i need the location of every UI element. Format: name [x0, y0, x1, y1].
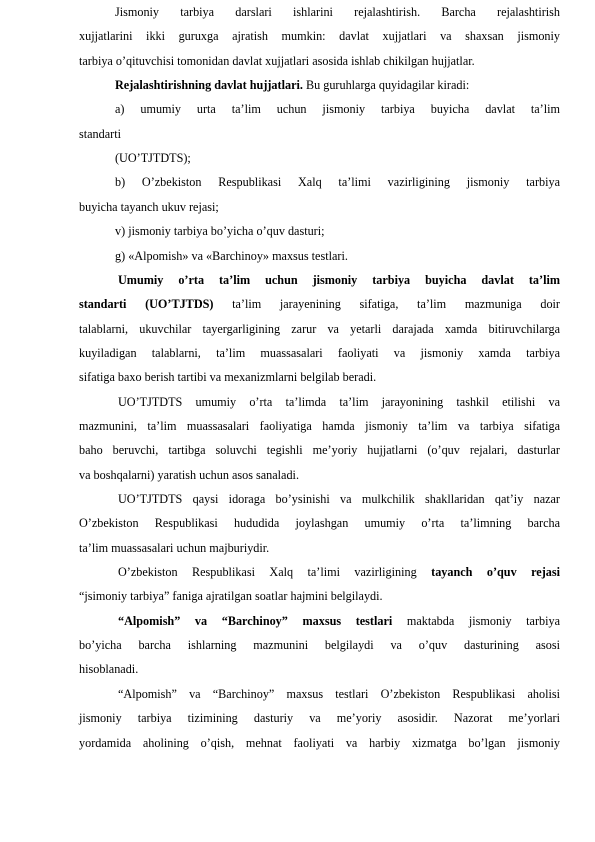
line-text: O’zbekiston Respublikasi hududida joylashgan umumiy o’rta ta’limning barcha [79, 516, 560, 531]
text-line [79, 199, 560, 215]
text-line [79, 710, 560, 726]
line-text: buyicha tayanch ukuv rejasi; [79, 199, 219, 214]
bold-term: standarti (UO’TJTDS) [79, 297, 214, 312]
line-text: g) «Alpomish» va «Barchinoy» maxsus testlari. [115, 248, 348, 263]
text-line [79, 515, 560, 531]
line-text: kuyiladigan talablarni, ta’lim muassasalari faoliyati va jismoniy xamda tarbiya [79, 345, 560, 360]
text-line [118, 686, 560, 702]
bold-term: Rejalashtirishning davlat hujjatlari. [115, 78, 303, 93]
line-text: talablarni, ukuvchilar tayergarligining zarur va yetarli darajada xamda bitiruvchilarga [79, 321, 560, 336]
text-line [79, 126, 560, 142]
line-text: v) jismoniy tarbiya bo’yicha o’quv dasturi; [115, 224, 325, 239]
line-text: Jismoniy tarbiya darslari ishlarini rejalashtirish. Barcha rejalashtirish [115, 5, 560, 19]
text-line [79, 369, 560, 385]
text-line [118, 394, 560, 410]
text-line [118, 564, 560, 580]
text-line [79, 345, 560, 361]
line-text: hisoblanadi. [79, 662, 139, 677]
line-text: xujjatlarini ikki guruxga ajratish mumkin: davlat xujjatlari va shaxsan jismoniy [79, 29, 560, 44]
line-text: UO’TJTDTS qaysi idoraga bo’ysinishi va mulkchilik shakllaridan qat’iy nazar [118, 492, 560, 506]
text-line [115, 223, 560, 239]
line-text: mazmunini, ta’lim muassasalari faoliyatiga hamda jismoniy ta’lim va tarbiya sifatiga [79, 418, 560, 433]
text-line [79, 321, 560, 337]
line-text: va boshqalarni) yaratish uchun asos sanaladi. [79, 467, 299, 482]
line-text: yordamida aholining o’qish, mehnat faoliyati va harbiy xizmatga bo’lgan jismoniy [79, 735, 560, 750]
line-text: ta’lim muassasalari uchun majburiydir. [79, 540, 270, 555]
line-text: sifatiga baxo berish tartibi va mexanizmlarni belgilab beradi. [79, 370, 377, 385]
line-text: (UO’TJTDTS); [115, 151, 191, 166]
text-line [79, 28, 560, 44]
line-text: standarti [79, 126, 121, 141]
text-line [115, 77, 560, 93]
text-line [118, 613, 560, 629]
line-text: tarbiya o’qituvchisi tomonidan davlat xujjatlari asosida ishlab chikilgan hujjatlar. [79, 53, 475, 68]
text-line [118, 272, 560, 288]
text-line [115, 150, 560, 166]
bold-term: Umumiy o’rta ta’lim uchun jismoniy tarbiya buyicha davlat ta’lim [118, 272, 560, 287]
line-text: UO’TJTDTS umumiy o’rta ta’limda ta’lim jarayonining tashkil etilishi va [118, 394, 560, 409]
line-text: bo’yicha barcha ishlarning mazmunini belgilaydi va o’quv dasturining asosi [79, 638, 560, 653]
text-line [115, 4, 560, 20]
text-line [115, 174, 560, 190]
text-line [118, 491, 560, 507]
bold-term: “Alpomish” va “Barchinoy” maxsus testlari [118, 613, 393, 628]
line-text: jismoniy tarbiya tizimining dasturiy va me’yoriy asosidir. Nazorat me’yorlari [79, 711, 560, 726]
text-line [79, 296, 560, 312]
text-line [115, 101, 560, 117]
line-text: Bu guruhlarga quyidagilar kiradi: [302, 78, 470, 93]
line-text: b) O’zbekiston Respublikasi Xalq ta’limi vazirligining jismoniy tarbiya [115, 175, 560, 190]
text-line [79, 467, 560, 483]
text-line [79, 540, 560, 556]
bold-term: tayanch o’quv rejasi [431, 565, 560, 580]
text-line [79, 661, 560, 677]
line-text: maktabda jismoniy tarbiya [392, 613, 561, 628]
text-line [115, 248, 560, 264]
line-text: a) umumiy urta ta’lim uchun jismoniy tarbiya buyicha davlat ta’lim [115, 102, 560, 117]
line-text: “jsimoniy tarbiya” faniga ajratilgan soatlar hajmini belgilaydi. [79, 589, 383, 604]
text-line [79, 53, 560, 69]
text-line [79, 588, 560, 604]
line-text: ta’lim jarayenining sifatiga, ta’lim mazmuniga doir [213, 297, 560, 312]
text-line [79, 735, 560, 751]
line-text: baho beruvchi, tartibga soluvchi tegishli me’yoriy hujjatlarni (o’quv rejalari, dasturlar [79, 443, 560, 458]
line-text: “Alpomish” va “Barchinoy” maxsus testlari O’zbekiston Respublikasi aholisi [118, 686, 560, 701]
text-line [79, 418, 560, 434]
text-line [79, 637, 560, 653]
text-line [79, 442, 560, 458]
line-text: O’zbekiston Respublikasi Xalq ta’limi vazirligining [118, 565, 432, 580]
